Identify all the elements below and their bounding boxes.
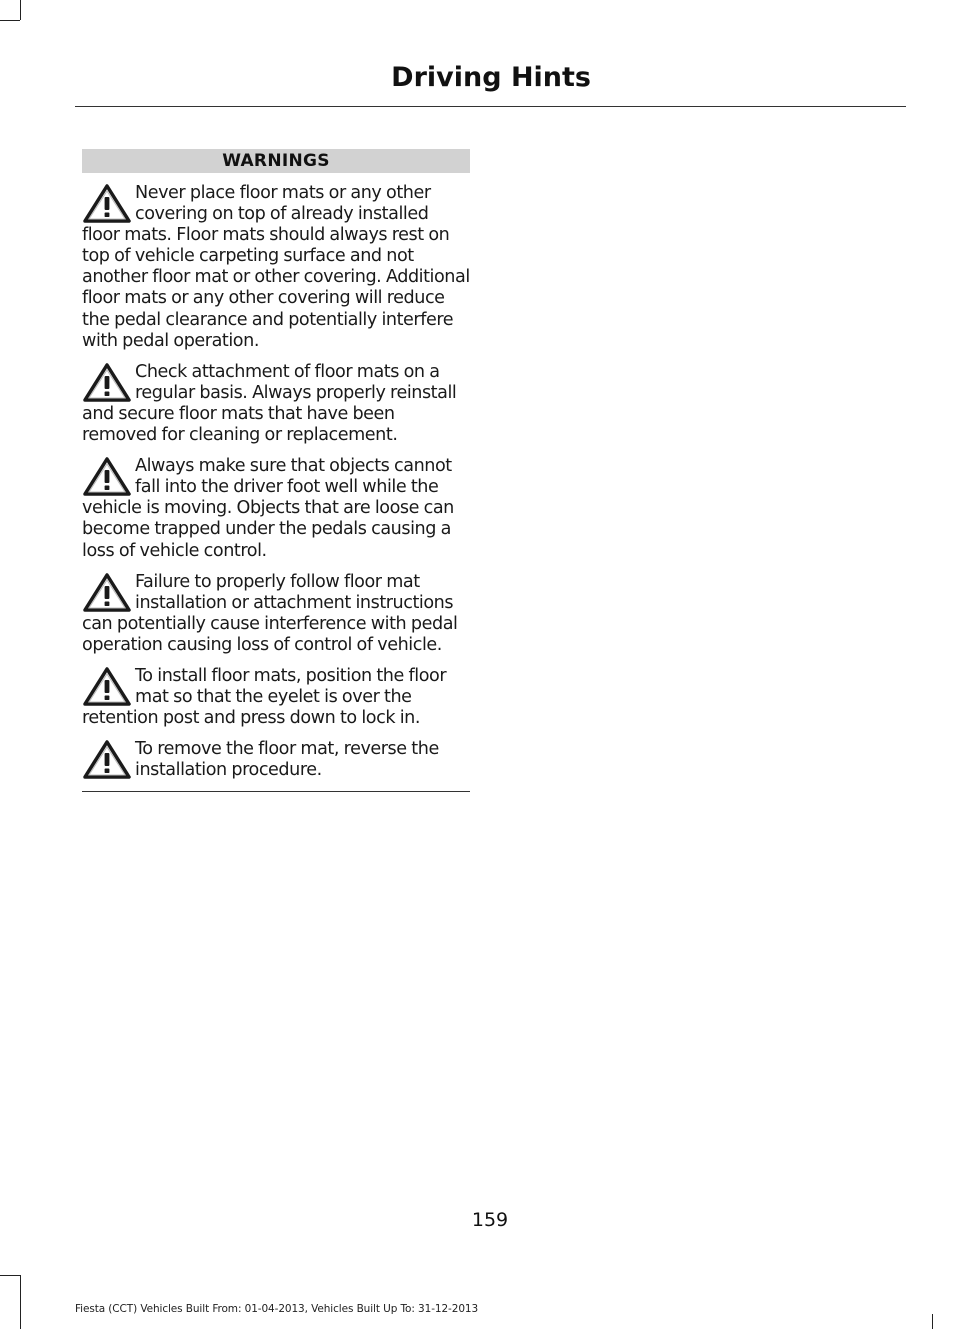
warning-text: Failure to properly follow floor mat installation or attachment instructions can potentially cause interference with pedal operation causing loss of control of vehicle.: [82, 571, 458, 655]
warning-item: [82, 666, 470, 729]
warning-text: Never place floor mats or any other covering on top of already installed floor mats. Floor mats should always rest on top of vehicle carpeting surface and not another floor mat or other covering. Additional floor mats or any other covering will reduce the pedal clearance and potentially interfere with pedal operation.: [82, 183, 470, 351]
warning-triangle-icon: [82, 455, 132, 497]
warning-text: To remove the floor mat, reverse the installation procedure.: [135, 739, 439, 781]
warnings-section: [82, 149, 470, 792]
crop-mark: [932, 1314, 933, 1329]
page-number: 159: [471, 1209, 509, 1231]
footer-vehicle-info: Fiesta (CCT) Vehicles Built From: 01-04-2013, Vehicles Built Up To: 31-12-2013: [75, 1303, 479, 1315]
crop-mark: [0, 20, 20, 21]
crop-mark: [0, 1275, 20, 1276]
warning-text: Always make sure that objects cannot fall into the driver foot well while the vehicle is moving. Objects that are loose can become trapped under the pedals causing a loss of vehicle control.: [82, 456, 454, 561]
crop-mark: [20, 1275, 21, 1329]
warning-triangle-icon: [82, 182, 132, 224]
warning-text: To install floor mats, position the floor mat so that the eyelet is over the retention post and press down to lock in.: [82, 665, 447, 729]
warning-triangle-icon: [82, 571, 132, 613]
warning-triangle-icon: [82, 361, 132, 403]
warning-triangle-icon: [82, 738, 132, 780]
warning-item: [82, 739, 470, 781]
crop-mark: [20, 0, 21, 20]
warning-text: Check attachment of floor mats on a regular basis. Always properly reinstall and secure floor mats that have been removed for cleaning or replacement.: [82, 361, 457, 446]
page-title: Driving Hints: [391, 62, 591, 93]
warning-item: [82, 362, 470, 446]
warning-item: [82, 183, 470, 352]
warning-item: [82, 456, 470, 561]
warnings-heading: WARNINGS: [82, 149, 470, 173]
warning-triangle-icon: [82, 665, 132, 707]
header-divider: [75, 106, 906, 107]
warning-item: [82, 572, 470, 656]
warnings-end-divider: [82, 791, 470, 792]
